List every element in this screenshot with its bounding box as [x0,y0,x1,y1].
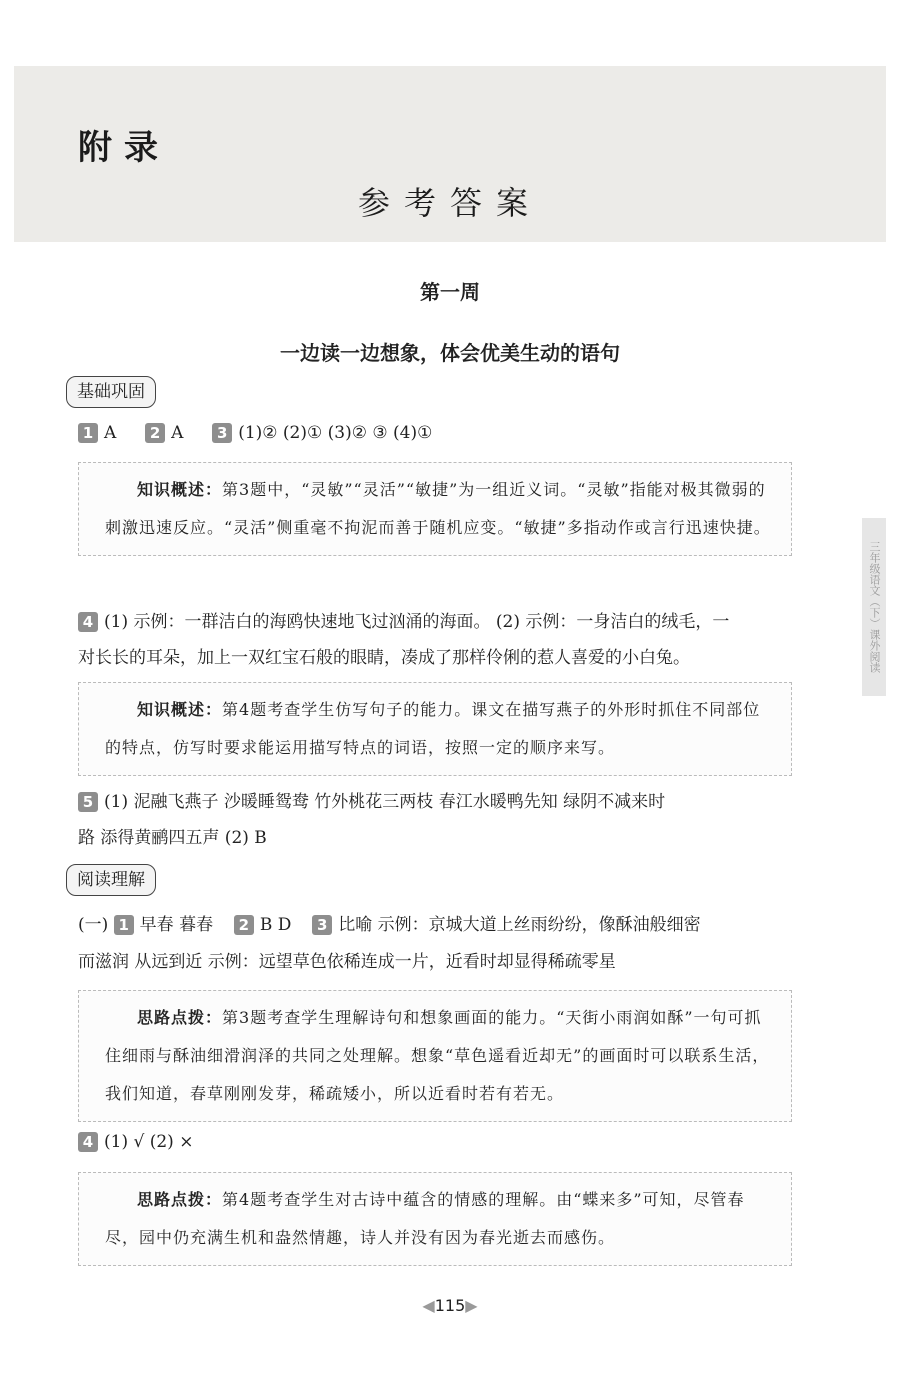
answer-text: 早春 暮春 [139,915,214,935]
answer-text: (1)② (2)① (3)② ③ (4)① [238,423,433,443]
question-number: 2 [145,423,165,443]
question-number: 1 [78,423,98,443]
answer-line-5b: 路 添得黄鹂四五声 (2) B [78,828,267,848]
week-title: 第一周 [420,280,480,304]
page-number-text: 115 [434,1296,466,1315]
question-number: 2 [234,915,254,935]
reading-line-2: 而滋润 从远到近 示例：远望草色依稀连成一片，近看时却显得稀疏零星 [78,952,616,972]
question-number: 4 [78,612,98,632]
answer-text: A [171,423,184,443]
arrow-left-icon: ◀ [422,1296,435,1315]
reading-line-4 [78,1132,193,1152]
section-label-basics: 基础巩固 [66,376,156,408]
lesson-title: 一边读一边想象，体会优美生动的语句 [280,341,620,365]
note-box-3 [78,990,792,1122]
question-number: 3 [312,915,332,935]
note-text: 第4题考查学生对古诗中蕴含的情感的理解。由“蝶来多”可知，尽管春尽，园中仍充满生机和盎然情趣，诗人并没有因为春光逝去而感伤。 [105,1190,745,1247]
note-tag: 知识概述： [137,480,223,499]
answer-line-4a [78,607,729,632]
note-box-4 [78,1172,792,1266]
answer-text: (1) 泥融飞燕子 沙暖睡鸳鸯 竹外桃花三两枝 春江水暖鸭先知 绿阴不减来时 [104,792,666,812]
question-number: 1 [114,915,134,935]
note-tag: 思路点拨： [137,1008,223,1027]
answer-text: A [104,423,117,443]
answer-text: (1) 示例：一群洁白的海鸥快速地飞过汹涌的海面。 (2) 示例：一身洁白的绒毛，一 [104,612,730,632]
answer-line-5a [78,787,665,812]
note-box-2 [78,682,792,776]
answer-text: 比喻 示例：京城大道上丝雨纷纷，像酥油般细密 [338,915,701,935]
note-text: 第3题考查学生理解诗句和想象画面的能力。“天街小雨润如酥”一句可抓住细雨与酥油细滑润泽的共同之处理解。想象“草色遥看近却无”的画面时可以联系生活，我们知道，春草刚刚发芽，稀疏矮小，所以近看时若有若无。 [105,1008,770,1103]
part-label: (一) [78,915,109,935]
note-tag: 思路点拨： [137,1190,223,1209]
page-number [0,1296,900,1315]
side-tab: 三年级语文（下）课外阅读 [862,518,886,696]
question-number: 5 [78,792,98,812]
question-number: 3 [212,423,232,443]
note-text: 第3题中，“灵敏”“灵活”“敏捷”为一组近义词。“灵敏”指能对极其微弱的刺激迅速反应。“灵活”侧重毫不拘泥而善于随机应变。“敏捷”多指动作或言行迅速快捷。 [105,480,771,537]
note-box-1 [78,462,792,556]
answer-line-4b: 对长长的耳朵，加上一双红宝石般的眼睛，凑成了那样伶俐的惹人喜爱的小白兔。 [78,648,690,668]
answer-text: (1) √ (2) × [104,1132,194,1152]
page-title: 参考答案 [357,184,542,222]
answer-text: B D [259,915,292,935]
note-text: 第4题考查学生仿写句子的能力。课文在描写燕子的外形时抓住不同部位的特点，仿写时要求能运用描写特点的词语，按照一定的顺序来写。 [105,700,761,757]
answer-line-1-3 [78,423,432,443]
note-tag: 知识概述： [137,700,223,719]
reading-line-1 [78,910,701,935]
section-label-reading: 阅读理解 [66,864,156,896]
appendix-title: 附录 [78,128,170,168]
question-number: 4 [78,1132,98,1152]
arrow-right-icon: ▶ [465,1296,478,1315]
